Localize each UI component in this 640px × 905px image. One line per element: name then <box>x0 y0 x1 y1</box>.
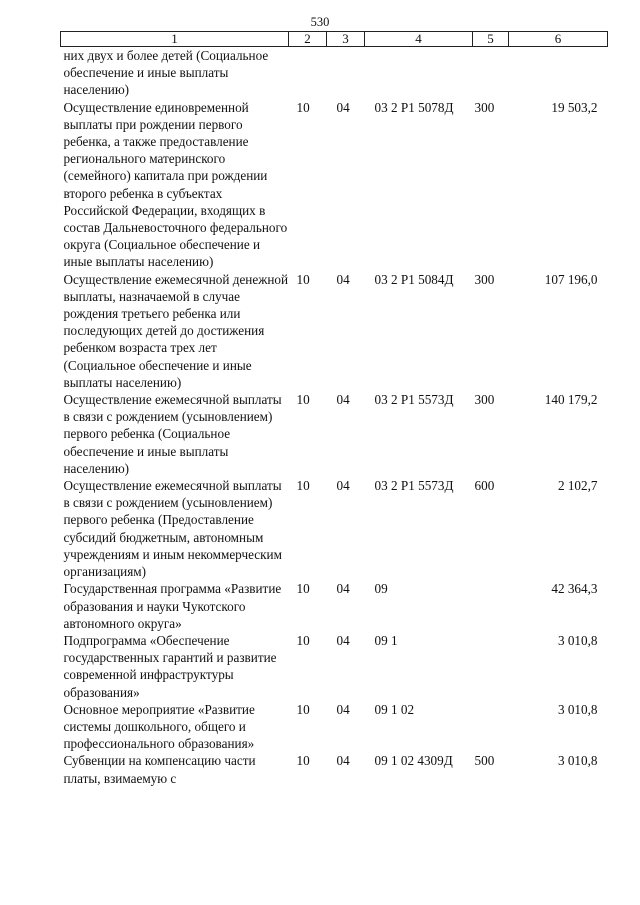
row-subsection: 04 <box>336 271 350 287</box>
row-amount: 3 010,8 <box>557 632 598 648</box>
row-section: 10 <box>296 753 310 769</box>
row-section: 10 <box>296 701 310 717</box>
row-name: Подпрограмма «Обеспечение государственных гарантий и развитие современной инфраструктуры образования» <box>63 632 277 700</box>
header-col-3: 3 <box>327 32 365 47</box>
row-expense-type: 300 <box>474 99 495 115</box>
row-subsection: 04 <box>336 581 350 597</box>
row-amount: 42 364,3 <box>551 581 598 597</box>
row-amount: 2 102,7 <box>557 478 598 494</box>
row-section: 10 <box>296 478 310 494</box>
header-col-5: 5 <box>473 32 509 47</box>
header-col-1: 1 <box>61 32 289 47</box>
table-row <box>61 391 608 477</box>
row-name: Осуществление ежемесячной выплаты в связи с рождением (усыновлением) первого ребенка (Социальное обеспечение и иные выплаты населению) <box>63 392 282 476</box>
row-target-article <box>365 47 473 99</box>
table-row <box>61 632 608 701</box>
page-number: 530 <box>310 15 330 29</box>
row-amount: 107 196,0 <box>544 271 598 287</box>
row-name: Субвенции на компенсацию части платы, взимаемую с <box>63 753 256 786</box>
row-name: Осуществление единовременной выплаты при рождении первого ребенка, а также предоставление регионального материнского (семейного) капитала при рождении второго ребенка в субъектах Российской Федерации, входящих в состав Дальневосточного федерального округа (Социальное обеспечение и иные выплаты населению) <box>63 99 288 270</box>
table-row <box>61 752 608 786</box>
row-subsection: 04 <box>336 392 350 408</box>
row-expense-type: 600 <box>474 478 495 494</box>
header-col-2: 2 <box>289 32 327 47</box>
row-subsection: 04 <box>336 478 350 494</box>
row-section: 10 <box>296 271 310 287</box>
row-target-article: 09 1 <box>374 632 398 648</box>
table-body <box>61 47 608 787</box>
row-expense-type: 300 <box>474 271 495 287</box>
row-amount: 3 010,8 <box>557 753 598 769</box>
row-amount: 3 010,8 <box>557 701 598 717</box>
row-subsection: 04 <box>336 99 350 115</box>
row-subsection <box>327 47 365 99</box>
row-target-article: 09 1 02 <box>374 701 415 717</box>
row-expense-type <box>473 580 509 632</box>
row-expense-type <box>473 47 509 99</box>
row-subsection: 04 <box>336 753 350 769</box>
table-row <box>61 477 608 580</box>
row-expense-type: 500 <box>474 753 495 769</box>
row-expense-type: 300 <box>474 392 495 408</box>
row-section: 10 <box>296 392 310 408</box>
row-target-article: 03 2 P1 5078Д <box>374 99 454 115</box>
row-expense-type <box>473 701 509 753</box>
header-col-4: 4 <box>365 32 473 47</box>
row-amount <box>509 47 608 99</box>
budget-table <box>60 31 608 787</box>
row-amount: 140 179,2 <box>544 392 598 408</box>
row-target-article: 03 2 P1 5573Д <box>374 392 454 408</box>
table-row <box>61 701 608 753</box>
row-name: Осуществление ежемесячной выплаты в связи с рождением (усыновлением) первого ребенка (Предоставление субсидий бюджетным, автономным учреждениям и иным некоммерческим организациям) <box>63 478 282 580</box>
row-subsection: 04 <box>336 632 350 648</box>
row-name: них двух и более детей (Социальное обеспечение и иные выплаты населению) <box>63 48 269 98</box>
row-section: 10 <box>296 99 310 115</box>
row-name: Осуществление ежемесячной денежной выплаты, назначаемой в случае рождения третьего ребенка или последующих детей до достижения ребенком возраста трех лет (Социальное обеспечение и иные выплаты населению) <box>63 271 289 390</box>
row-name: Основное мероприятие «Развитие системы дошкольного, общего и профессионального образования» <box>63 701 255 752</box>
row-section: 10 <box>296 581 310 597</box>
header-col-6: 6 <box>509 32 608 47</box>
row-amount: 19 503,2 <box>551 99 598 115</box>
row-subsection: 04 <box>336 701 350 717</box>
row-expense-type <box>473 632 509 701</box>
table-row <box>61 47 608 99</box>
table-row <box>61 580 608 632</box>
row-section <box>289 47 327 99</box>
table-row <box>61 99 608 271</box>
header-row <box>61 32 608 47</box>
row-section: 10 <box>296 632 310 648</box>
row-target-article: 03 2 P1 5573Д <box>374 478 454 494</box>
row-target-article: 09 <box>374 581 388 597</box>
row-name: Государственная программа «Развитие образования и науки Чукотского автономного округа» <box>63 581 282 631</box>
row-target-article: 03 2 P1 5084Д <box>374 271 454 287</box>
table-header <box>61 32 608 47</box>
row-target-article: 09 1 02 4309Д <box>374 753 453 769</box>
table-row <box>61 271 608 391</box>
